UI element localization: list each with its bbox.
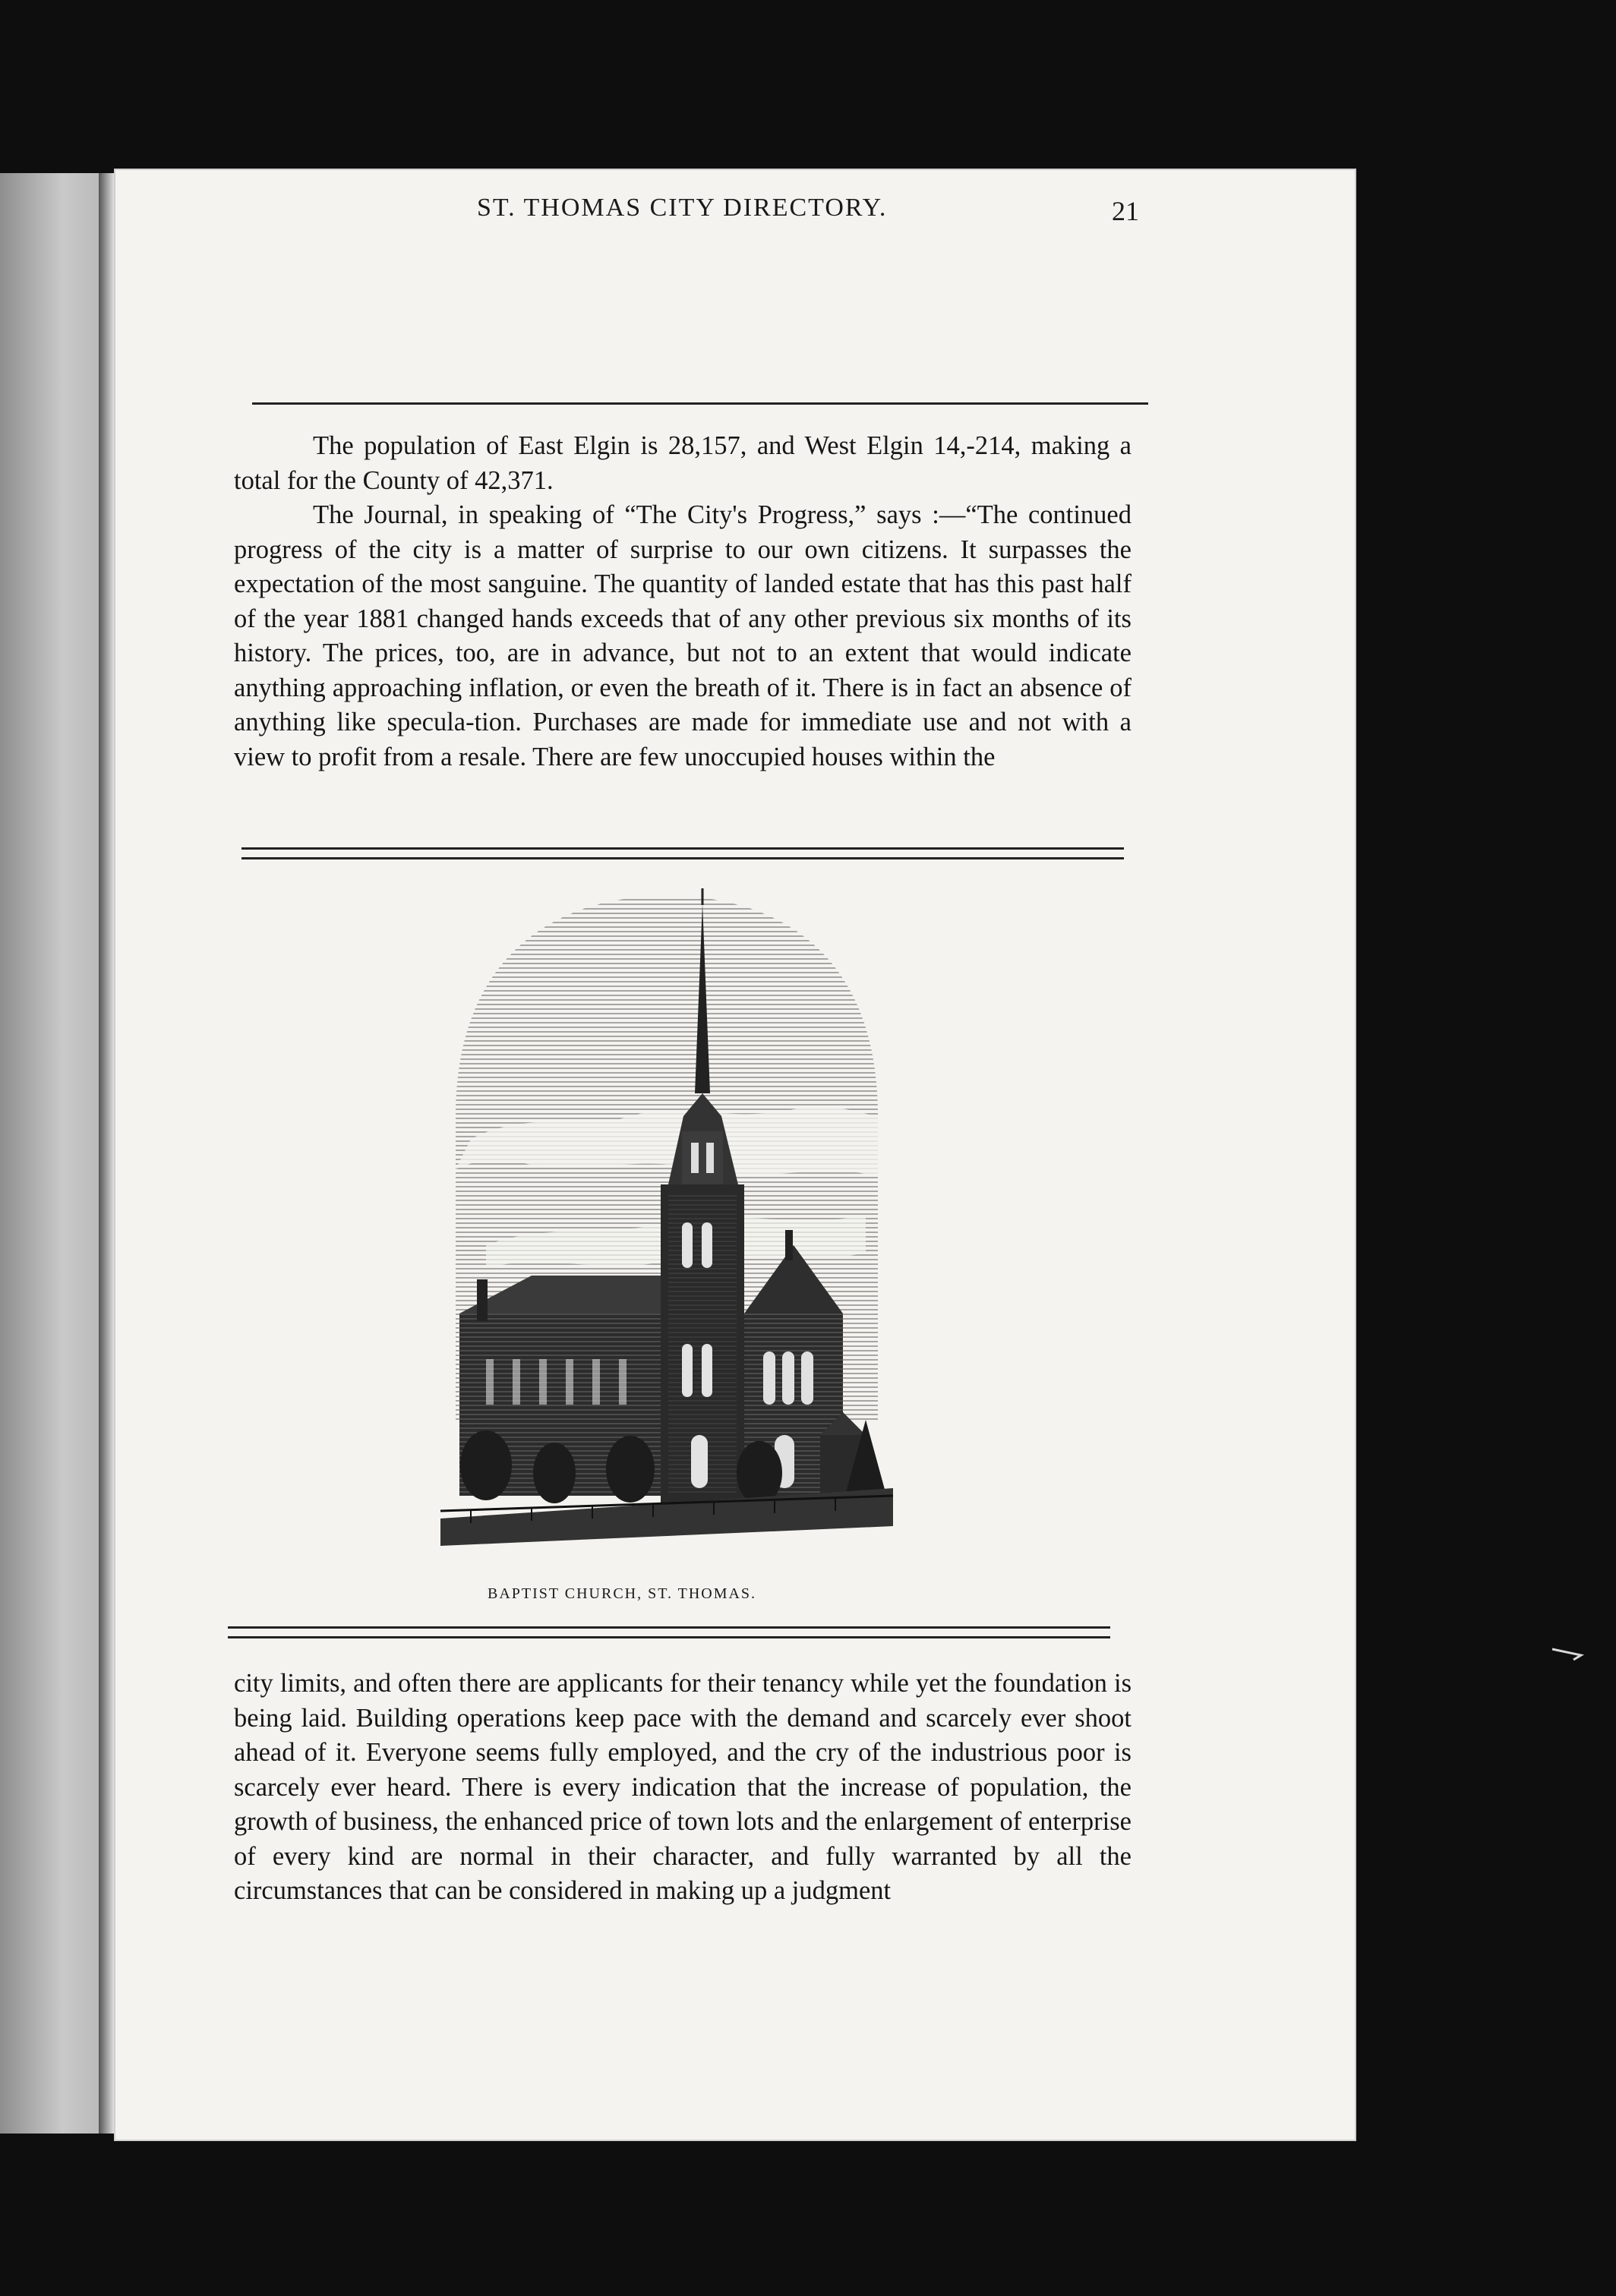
running-head xyxy=(363,194,1138,229)
double-rule-below-illustration xyxy=(228,1626,1110,1638)
body-text-top xyxy=(234,429,1132,774)
double-rule-above-illustration xyxy=(241,847,1124,859)
paragraph-continuation: city limits, and often there are applicants for their tenancy while yet the foundation is being laid. Building operations keep pace with the demand and scarcely ever shoot ahead of it. Everyone seems fully employed, and the cry of the industrious poor is scarcely ever heard. There is every indication that the increase of population, the growth of business, the enhanced price of town lots and the enlargement of enterprise of every kind are normal in their character, and fully warranted by all the circumstances that can be considered in making up a judgment xyxy=(234,1669,1132,1905)
paragraph-population: The population of East Elgin is 28,157, and West Elgin 14,-214, making a total for the County of 42,371. xyxy=(234,431,1132,495)
body-text-bottom xyxy=(234,1667,1132,1909)
header-rule xyxy=(252,402,1148,405)
illustration-caption: BAPTIST CHURCH, ST. THOMAS. xyxy=(488,1585,757,1602)
church-engraving xyxy=(440,888,893,1546)
running-title: ST. THOMAS CITY DIRECTORY. xyxy=(477,194,888,222)
page-number: 21 xyxy=(1112,196,1139,226)
facing-page-edge xyxy=(0,173,114,2134)
pencil-mark xyxy=(1551,1646,1586,1661)
paragraph-journal-quote: The Journal, in speaking of “The City's Progress,” says :—“The continued progress of the city is a matter of surprise to our own citizens. It surpasses the expectation of the most sanguine. The quantity of landed estate that has this past half of the year 1881 changed hands exceeds that of any other previous six months of its history. The prices, too, are in advance, but not to an extent that would indicate anything approaching inflation, or even the breath of it. There is in fact an absence of anything like specula-tion. Purchases are made for immediate use and not with a view to profit from a resale. There are few unoccupied houses within the xyxy=(234,500,1132,771)
